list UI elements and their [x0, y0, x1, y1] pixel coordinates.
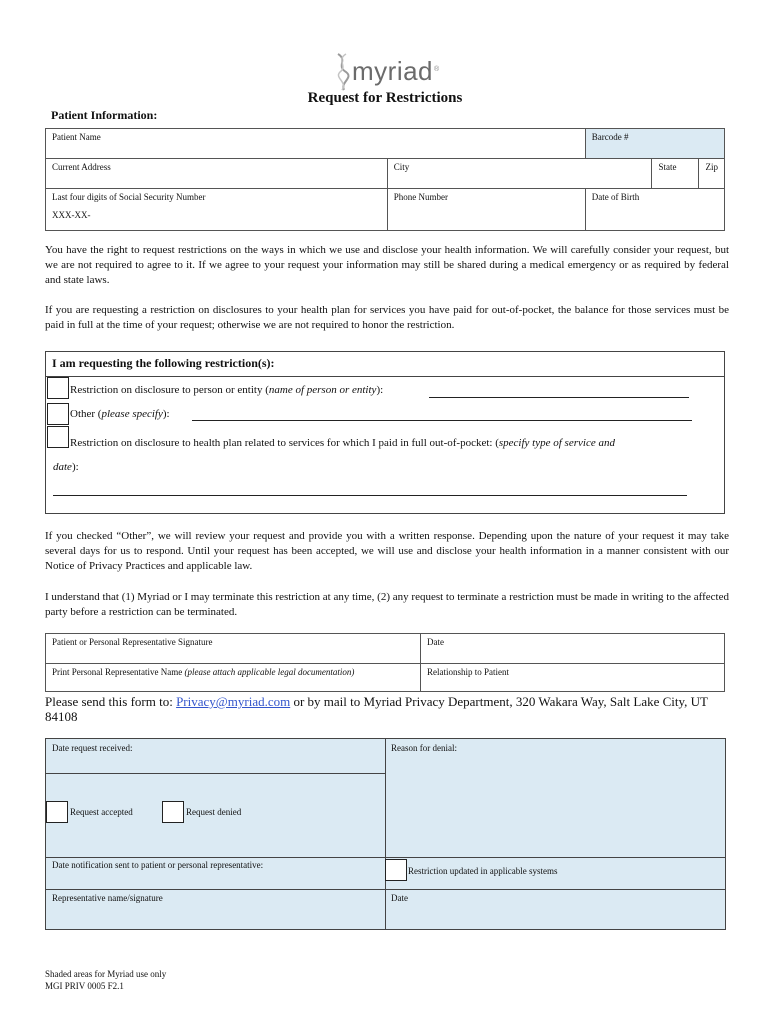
current-address-field[interactable] — [46, 159, 388, 189]
office-date-label: Date — [391, 893, 408, 903]
signature-field[interactable] — [46, 634, 421, 664]
patient-name-label: Patient Name — [52, 132, 101, 142]
request-accepted-checkbox[interactable] — [46, 801, 68, 823]
health-plan-paragraph: If you are requesting a restriction on disclosures to your health plan for services you have paid for out-of-pocket, the balance for those services must be paid in full at the time of your request; otherwise we are not required to honor the restriction. — [45, 304, 729, 331]
date-received-label: Date request received: — [52, 743, 133, 753]
health-plan-label: Restriction on disclosure to health plan related to services for which I paid in full out-of-pocket: (specify type of service and — [70, 437, 615, 449]
myriad-logo — [334, 52, 444, 92]
state-label: State — [658, 162, 677, 172]
phone-label: Phone Number — [393, 192, 449, 202]
signature-date-label: Date — [427, 637, 444, 647]
restriction-updated-label: Restriction updated in applicable systems — [408, 866, 558, 876]
restrictions-heading: I am requesting the following restriction(s): — [45, 351, 725, 377]
request-denied-checkbox[interactable] — [162, 801, 184, 823]
city-label: City — [393, 162, 410, 172]
city-field[interactable] — [387, 159, 652, 189]
rights-paragraph: You have the right to request restrictions on the ways in which we use and disclose your health information. We will carefully consider your request, but we are not required to agree to it. If we agree to your request your information may still be shared during a medical emergency or as required by federal and state laws. — [45, 244, 729, 286]
ssn-label: Last four digits of Social Security Number — [52, 192, 206, 202]
reason-denial-label: Reason for denial: — [391, 743, 457, 753]
health-plan-label-cont: date): — [53, 461, 79, 473]
patient-info-heading: Patient Information: — [51, 108, 158, 122]
other-checkbox[interactable] — [47, 403, 69, 425]
notification-date-label: Date notification sent to patient or personal representative: — [52, 860, 264, 870]
print-name-label: Print Personal Representative Name — [52, 667, 183, 677]
current-address-label: Current Address — [52, 162, 111, 172]
person-entity-label: Restriction on disclosure to person or entity (name of person or entity): — [70, 384, 384, 396]
logo-registered-mark: ® — [434, 66, 440, 73]
barcode-field — [585, 129, 724, 159]
send-instructions: Please send this form to: Privacy@myriad.com or by mail to Myriad Privacy Department, 320 Wakara Way, Salt Lake City, UT 84108 — [45, 694, 708, 724]
dob-label: Date of Birth — [591, 192, 640, 202]
relationship-label: Relationship to Patient — [427, 667, 509, 677]
footer-shaded-note: Shaded areas for Myriad use only — [45, 969, 167, 979]
signature-table — [45, 633, 725, 692]
person-entity-line[interactable] — [429, 397, 689, 398]
health-plan-checkbox[interactable] — [47, 426, 69, 448]
restrictions-section — [45, 377, 725, 514]
page-title: Request for Restrictions — [307, 90, 463, 106]
ssn-value: XXX-XX- — [52, 210, 91, 220]
signature-label: Patient or Personal Representative Signature — [52, 637, 213, 647]
termination-paragraph: I understand that (1) Myriad or I may terminate this restriction at any time, (2) any request to terminate a restriction must be made in writing to the affected party before a restriction can be terminated. — [45, 591, 729, 618]
relationship-field[interactable] — [421, 664, 725, 692]
person-entity-checkbox[interactable] — [47, 377, 69, 399]
other-explanation-paragraph: If you checked “Other”, we will review your request and provide you with a written response. Depending upon the nature of your request it may take several days for us to respond. Until your request has been accepted, we will use and disclose your health information in a manner consistent with our Notice of Privacy Practices and applicable law. — [45, 530, 729, 572]
zip-field[interactable] — [699, 159, 725, 189]
dob-field[interactable] — [585, 189, 724, 231]
patient-name-field[interactable] — [46, 129, 586, 159]
zip-label: Zip — [705, 162, 718, 172]
logo-wordmark: myriad — [352, 56, 434, 86]
barcode-label: Barcode # — [591, 132, 629, 142]
patient-info-table — [45, 128, 725, 231]
restriction-updated-checkbox[interactable] — [385, 859, 407, 881]
dna-helix-icon — [334, 52, 354, 92]
footer — [45, 968, 166, 992]
request-accepted-label: Request accepted — [70, 807, 133, 817]
phone-field[interactable] — [387, 189, 585, 231]
office-use-section — [45, 738, 726, 930]
health-plan-line[interactable] — [53, 495, 687, 496]
ssn-field[interactable] — [46, 189, 388, 231]
print-name-note: (please attach applicable legal documentation) — [184, 667, 355, 677]
signature-date-field[interactable] — [421, 634, 725, 664]
rep-signature-label: Representative name/signature — [52, 893, 163, 903]
state-field[interactable] — [652, 159, 699, 189]
other-line[interactable] — [192, 420, 692, 421]
form-number: MGI PRIV 0005 F2.1 — [45, 981, 124, 991]
print-name-field[interactable] — [46, 664, 421, 692]
other-label: Other (please specify): — [70, 408, 170, 420]
privacy-email-link[interactable]: Privacy@myriad.com — [176, 694, 291, 709]
request-denied-label: Request denied — [186, 807, 242, 817]
